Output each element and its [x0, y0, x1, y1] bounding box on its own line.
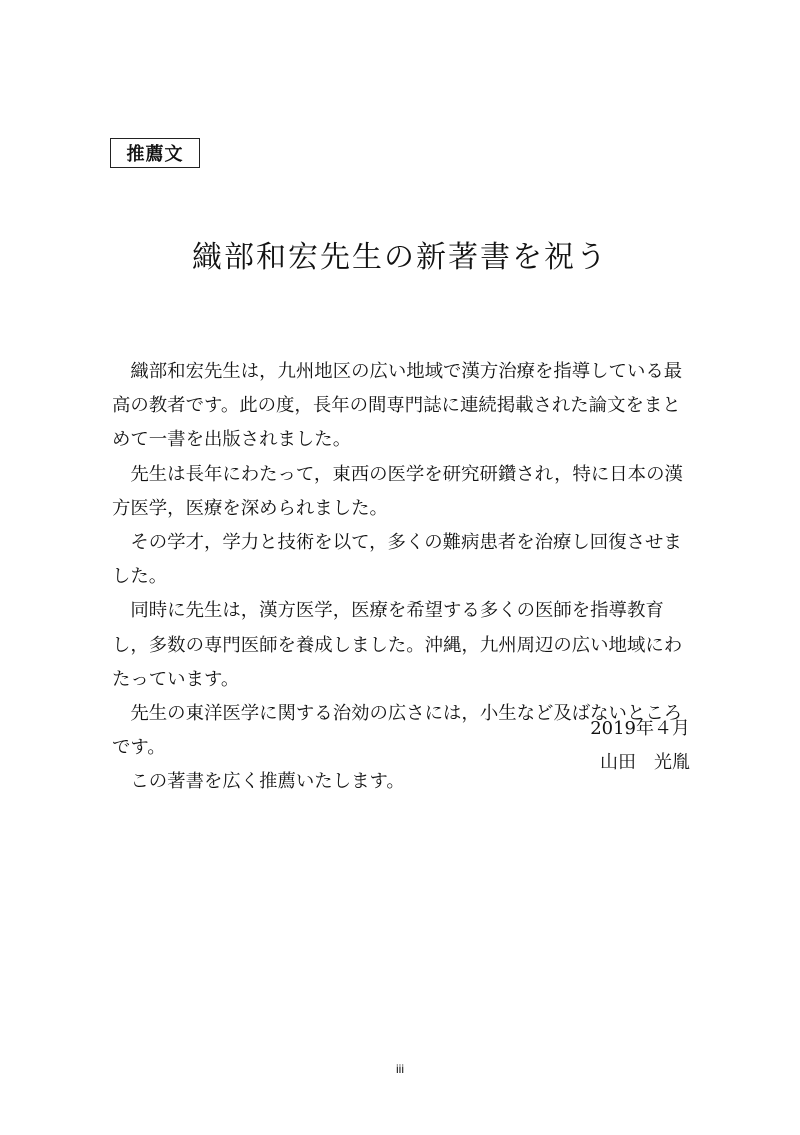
paragraph: 先生の東洋医学に関する治効の広さには，小生など及ばないところです。: [112, 703, 683, 759]
author-name: 山田 光胤: [600, 752, 690, 773]
paragraph: この著書を広く推薦いたします。: [130, 771, 405, 793]
paragraph: 先生は長年にわたって，東西の医学を研究研鑽され，特に日本の漢方医学，医療を深められました。: [112, 463, 683, 519]
section-label: 推薦文: [110, 138, 200, 168]
paragraph: 同時に先生は，漢方医学，医療を希望する多くの医師を指導教育し，多数の専門医師を養成しました。沖縄，九州周辺の広い地域にわたっています。: [112, 600, 683, 690]
paragraph: 織部和宏先生は，九州地区の広い地域で漢方治療を指導している最高の教者です。此の度，長年の間専門誌に連続掲載された論文をまとめて一書を出版されました。: [112, 361, 683, 451]
page-number: iii: [396, 1062, 404, 1076]
date: 2019年４月: [590, 718, 690, 739]
page-title: 織部和宏先生の新著書を祝う: [192, 240, 608, 275]
paragraph: その学才，学力と技術を以て，多くの難病患者を治療し回復させました。: [112, 532, 682, 588]
signature-block: [390, 712, 690, 780]
